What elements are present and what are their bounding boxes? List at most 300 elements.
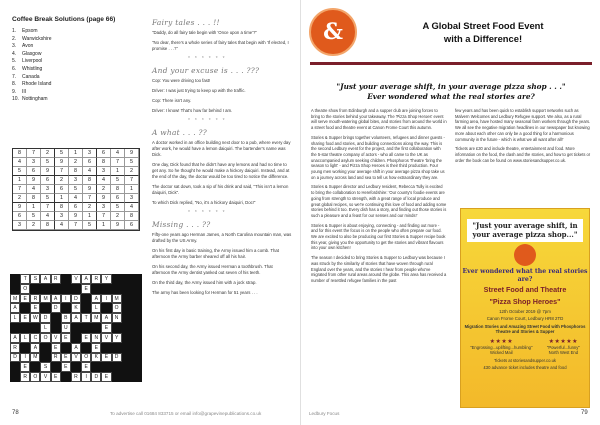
solution-item [12, 81, 140, 89]
sudoku-cell: 4 [55, 221, 69, 230]
crossword-black-cell [132, 372, 142, 382]
section-title: Missing . . . ?? [152, 220, 211, 229]
article-column-1 [311, 108, 447, 288]
crossword-cell: E [61, 333, 71, 343]
sudoku-cell: 3 [55, 212, 69, 221]
solution-answer: Canada [22, 73, 40, 80]
crossword-black-cell [112, 343, 122, 353]
crossword-cell: E [101, 323, 111, 333]
sudoku-cell: 8 [55, 203, 69, 212]
crossword-black-cell [40, 343, 50, 353]
crossword-black-cell [10, 362, 20, 372]
crossword-black-cell [101, 284, 111, 294]
sudoku-cell: 1 [69, 149, 83, 158]
sudoku-cell: 9 [27, 176, 41, 185]
paragraph: On the third day, the Army issued him with a jock strap. [152, 280, 257, 285]
crossword-cell: V [51, 333, 61, 343]
crossword-cell: M [30, 353, 40, 363]
crossword-cell: T [81, 313, 91, 323]
crossword-cell: M [40, 294, 50, 304]
crossword-black-cell [122, 303, 132, 313]
review-source: Wicked Mail [490, 349, 513, 355]
crossword-black-cell [112, 274, 122, 284]
crossword-cell: E [101, 372, 111, 382]
paragraph: Stories & Supper director and Ledbury resident, Rebecca Tully is excited to bring the collaboration to Herefordshire: 'Our county's foodie events are going from strength to strength, with a great range of local produce and great global recipes, so we're continuing this love of food and adding some stories behind it too. Every dish has a story, and finding out those stories is such a pleasure and a feast for our senses and our minds!' [311, 184, 447, 218]
crossword-black-cell [61, 343, 71, 353]
crossword-black-cell [132, 323, 142, 333]
poster-reviews [463, 338, 587, 355]
sudoku-cell: 6 [83, 158, 97, 167]
publication-label: Ledbury Focus [309, 411, 340, 416]
sudoku-cell: 2 [55, 176, 69, 185]
crossword-cell: A [51, 294, 61, 304]
star-rating-icon: ★★★★ [489, 338, 514, 345]
paragraph: On his first day in basic training, the Army issued him a comb. That afternoon the Army barber sheared off all his hair. [152, 248, 279, 259]
solution-item [12, 66, 140, 74]
crossword-black-cell [40, 303, 50, 313]
crossword-black-cell [20, 343, 30, 353]
sudoku-solution-grid [12, 148, 140, 231]
crossword-cell: L [10, 313, 20, 323]
crossword-black-cell [122, 362, 132, 372]
crossword-cell: L [20, 333, 30, 343]
sudoku-cell: 5 [41, 194, 55, 203]
crossword-black-cell [10, 323, 20, 333]
crossword-cell: D [10, 353, 20, 363]
crossword-black-cell [51, 284, 61, 294]
crossword-cell: A [10, 303, 20, 313]
crossword-cell: R [10, 343, 20, 353]
solution-answer: Avon [22, 43, 34, 50]
crossword-cell: U [61, 323, 71, 333]
crossword-cell: K [91, 353, 101, 363]
crossword-black-cell [91, 362, 101, 372]
solution-item [12, 89, 140, 97]
solution-answer: Whistling [22, 65, 43, 72]
solution-item [12, 74, 140, 82]
crossword-solution-grid [10, 274, 142, 382]
review-quote: "Powerful...funny" [546, 344, 580, 350]
crossword-black-cell [30, 362, 40, 372]
crossword-cell: A [40, 274, 50, 284]
solution-number: 6. [12, 65, 17, 72]
solution-item [12, 51, 140, 59]
crossword-black-cell [40, 353, 50, 363]
crossword-black-cell [10, 274, 20, 284]
poster-quote: "Just your average shift, in your average pizza shop..." [472, 221, 578, 239]
sudoku-cell: 4 [97, 176, 111, 185]
poster-price: £30 advance ticket includes theatre and food [483, 364, 567, 370]
crossword-cell: V [71, 353, 81, 363]
crossword-black-cell [132, 303, 142, 313]
paragraph: "No dear, there's a whole series of fairy tales that begin with 'If elected, I promise . . .'!" [152, 40, 289, 51]
sudoku-cell: 2 [69, 158, 83, 167]
page-number-left: 78 [12, 410, 19, 416]
right-page [300, 0, 600, 425]
crossword-cell: A [101, 313, 111, 323]
crossword-black-cell [132, 274, 142, 284]
poster-wonder: Ever wondered what the real stories are? [462, 268, 588, 283]
sudoku-cell: 4 [83, 167, 97, 176]
crossword-cell: V [101, 333, 111, 343]
paragraph: Driver: I was just trying to keep up with the traffic. [152, 88, 246, 93]
sudoku-cell: 4 [13, 158, 27, 167]
crossword-cell: Y [101, 274, 111, 284]
paragraph: To which Dick replied, "No, it's a hickory daiquiri, Doc!" [152, 200, 256, 205]
sudoku-cell: 8 [69, 167, 83, 176]
paragraph: The army has been looking for Herman for 51 years . . . [152, 290, 258, 295]
crossword-black-cell [122, 274, 132, 284]
review-2 [547, 338, 580, 355]
crossword-cell: A [91, 294, 101, 304]
solutions-box [12, 16, 140, 104]
advertise-footer: To advertise call 01684 833715 or email info@grapevinepublications.co.uk [110, 411, 262, 416]
poster-event-title-1: Street Food and Theatre [483, 285, 567, 295]
divider-rule [310, 62, 592, 65]
solution-number: 9. [12, 88, 17, 95]
sudoku-cell: 4 [125, 203, 139, 212]
poster-logo-icon [514, 244, 536, 266]
sudoku-cell: 2 [111, 212, 125, 221]
solution-number: 5. [12, 58, 17, 65]
review-quote: "Engrossing...uplifting...humbling" [470, 344, 533, 350]
solution-answer: Warwickshire [22, 35, 52, 42]
paragraph: Driver: I know! That's how far behind I am. [152, 108, 233, 113]
crossword-cell: E [51, 343, 61, 353]
crossword-cell: D [112, 353, 122, 363]
sudoku-cell: 9 [83, 185, 97, 194]
headline [373, 20, 593, 45]
solution-item [12, 28, 140, 36]
solution-answer: Liverpool [22, 58, 43, 65]
crossword-black-cell [112, 362, 122, 372]
crossword-cell: D [91, 372, 101, 382]
crossword-black-cell [112, 323, 122, 333]
headline-line-2: with a Difference! [443, 32, 523, 44]
sudoku-cell: 8 [125, 212, 139, 221]
poster-description: Migration Stories and Amazing Street Food with Phosphoros Theatre and Stories & Supper [464, 323, 586, 335]
sudoku-cell: 8 [27, 194, 41, 203]
sudoku-cell: 9 [13, 203, 27, 212]
sudoku-cell: 6 [55, 185, 69, 194]
crossword-cell: R [51, 353, 61, 363]
crossword-black-cell [61, 303, 71, 313]
sudoku-cell: 3 [83, 149, 97, 158]
paragraph: A theatre show from Edinburgh and a supper club are joining forces to bring to the stories behind your takeaway. The 'Pizza Shop Heroes' event will serve mouth-watering global bites, and stories from around the world in a street food and theatre event at Canon Frome Court this autumn. [311, 108, 447, 131]
crossword-black-cell [122, 343, 132, 353]
section-title: A what . . . ?? [152, 128, 208, 137]
crossword-cell: N [112, 313, 122, 323]
crossword-cell: E [20, 362, 30, 372]
crossword-cell: I [61, 294, 71, 304]
subheadline-line-1: "Just your average shift, in your average pizza shop . . ." [336, 82, 566, 91]
page-number-right: 79 [581, 410, 588, 416]
solution-number: 3. [12, 43, 17, 50]
crossword-black-cell [30, 284, 40, 294]
crossword-cell: L [40, 323, 50, 333]
crossword-cell: E [101, 353, 111, 363]
solution-number: 2. [12, 35, 17, 42]
crossword-cell: O [40, 333, 50, 343]
solution-number: 4. [12, 50, 17, 57]
crossword-black-cell [81, 294, 91, 304]
solution-number: 7. [12, 73, 17, 80]
crossword-cell: I [101, 294, 111, 304]
solutions-list [12, 28, 140, 104]
crossword-cell: O [30, 372, 40, 382]
sudoku-cell: 8 [41, 221, 55, 230]
crossword-black-cell [101, 343, 111, 353]
star-divider: * * * * * * [188, 56, 227, 62]
crossword-cell: S [30, 274, 40, 284]
sudoku-cell: 4 [27, 185, 41, 194]
crossword-black-cell [101, 303, 111, 313]
sudoku-cell: 2 [27, 221, 41, 230]
paragraph: few years and has been quick to establish support networks such as Malvern Welcomes and Ledbury Refugee support. We also, as a rural farming area, have hosted many seasonal farm workers through the years. We all see the negative migration headlines in our newspaper but knowing more about each other can only be a good thing for a harmonious community in the future - which is what we all want after all!' [455, 108, 591, 142]
sudoku-cell: 6 [13, 212, 27, 221]
crossword-cell: A [71, 313, 81, 323]
sudoku-cell: 3 [41, 185, 55, 194]
solutions-title: Coffee Break Solutions (page 66) [12, 16, 116, 23]
crossword-cell: C [30, 333, 40, 343]
crossword-cell: L [91, 303, 101, 313]
crossword-black-cell [112, 372, 122, 382]
sudoku-cell: 5 [111, 176, 125, 185]
poster-venue: Canon Frome Court, Ledbury HR8 2TD [486, 316, 564, 322]
crossword-black-cell [71, 284, 81, 294]
sudoku-cell: 2 [13, 194, 27, 203]
crossword-cell: B [61, 313, 71, 323]
crossword-cell: E [20, 294, 30, 304]
sudoku-cell: 8 [83, 176, 97, 185]
sudoku-cell: 3 [13, 221, 27, 230]
crossword-cell: D [71, 294, 81, 304]
crossword-cell: A [81, 274, 91, 284]
sudoku-cell: 3 [69, 176, 83, 185]
paragraph: A doctor worked in an office building next door to a pub, where every day after work, he would have a lemon daiquiri. The bartender's name was Dick. [152, 140, 291, 157]
crossword-cell: E [81, 284, 91, 294]
sudoku-cell: 5 [125, 158, 139, 167]
paragraph: The doctor sat down, took a sip of his drink and said, "This isn't a lemon daiquiri, Dick". [152, 184, 289, 195]
review-source: North West End [548, 349, 579, 355]
ampersand-logo-icon: & [323, 19, 343, 45]
solution-item [12, 58, 140, 66]
solution-answer: Epsom [22, 28, 38, 34]
crossword-cell: R [51, 274, 61, 284]
crossword-black-cell [112, 284, 122, 294]
sudoku-cell: 9 [111, 221, 125, 230]
paragraph: On his second day, the Army issued Herman a toothbrush. That afternoon the Army dentist yanked out seven of his teeth. [152, 264, 273, 275]
crossword-cell: K [71, 303, 81, 313]
sudoku-cell: 6 [69, 203, 83, 212]
crossword-cell: T [20, 274, 30, 284]
crossword-black-cell [51, 323, 61, 333]
sudoku-cell: 1 [97, 221, 111, 230]
sudoku-cell: 6 [97, 149, 111, 158]
sudoku-cell: 7 [13, 185, 27, 194]
crossword-black-cell [81, 343, 91, 353]
jokes-column [152, 16, 292, 300]
sudoku-cell: 7 [125, 176, 139, 185]
stories-supper-logo [309, 8, 357, 56]
crossword-cell: E [20, 313, 30, 323]
crossword-black-cell [61, 274, 71, 284]
crossword-black-cell [122, 372, 132, 382]
paragraph: One day, Dick found that he didn't have any lemons and had no time to get any. So he thought he would make a hickory daiquiri. Instead, and at the end of the day, the doctor would be too tired to notice the difference. [152, 162, 290, 179]
solution-item [12, 43, 140, 51]
crossword-cell: M [91, 313, 101, 323]
sudoku-cell: 7 [69, 221, 83, 230]
solution-answer: Nottingham [22, 96, 48, 103]
paragraph: The season I decided to bring Stories & Supper to Ledbury was because I was struck by the similarity of stories that have woven through rural England over the years, and the stories I hear from people who've migrated from other rural areas around the globe. This area has received a number of resettled refugee families in the past [311, 255, 447, 283]
crossword-black-cell [122, 294, 132, 304]
crossword-black-cell [132, 294, 142, 304]
crossword-black-cell [10, 372, 20, 382]
star-divider: * * * * * * [188, 210, 227, 216]
sudoku-cell: 3 [97, 167, 111, 176]
sudoku-cell: 4 [111, 149, 125, 158]
sudoku-cell: 5 [27, 212, 41, 221]
crossword-cell: V [71, 274, 81, 284]
crossword-cell: S [40, 362, 50, 372]
crossword-cell: I [20, 353, 30, 363]
crossword-cell: R [71, 372, 81, 382]
sudoku-cell: 7 [83, 194, 97, 203]
solution-number: 8. [12, 81, 17, 88]
sudoku-cell: 4 [69, 194, 83, 203]
sudoku-cell: 7 [55, 167, 69, 176]
crossword-black-cell [122, 323, 132, 333]
paragraph: Tickets are £30 and include theatre, entertainment and food. More information on the food, the clash and the stories, and how to get tickets or order the book can be found on www.storiesandsupper.co.uk. [455, 146, 591, 163]
sudoku-cell: 3 [97, 203, 111, 212]
sudoku-cell: 3 [27, 158, 41, 167]
crossword-cell: E [30, 303, 40, 313]
sudoku-cell: 8 [97, 158, 111, 167]
sudoku-cell: 6 [111, 194, 125, 203]
crossword-black-cell [122, 353, 132, 363]
section-title: Fairy tales . . . !! [152, 18, 220, 27]
crossword-cell: A [71, 343, 81, 353]
paragraph: Fifty-one years ago Herman James, a North Carolina mountain man, was drafted by the US Army. [152, 232, 292, 243]
crossword-cell: O [112, 303, 122, 313]
paragraph: Cop: There isn't any. [152, 98, 192, 103]
crossword-cell: M [10, 294, 20, 304]
sudoku-cell: 9 [125, 149, 139, 158]
paragraph: Stories & Supper is about enjoying, connecting - and finding out more - and for this event the focus is on the people who often prepare our food. We are excited to also be producing our first Stories & Supper recipe book this year, giving you the opportunity to get the stories and vibrant flavours into your own kitchen! [311, 222, 446, 251]
crossword-cell: R [20, 372, 30, 382]
article-column-2 [455, 108, 591, 167]
solution-number: 10. [12, 96, 19, 103]
crossword-cell: M [112, 294, 122, 304]
paragraph: "Daddy, do all fairy tale begin with 'Once upon a time'?" [152, 30, 257, 35]
crossword-cell: A [10, 333, 20, 343]
crossword-black-cell [122, 313, 132, 323]
crossword-cell: Y [112, 333, 122, 343]
crossword-black-cell [122, 284, 132, 294]
subheadline-line-2: Ever wondered what the real stories are? [367, 92, 535, 101]
sudoku-cell: 7 [97, 212, 111, 221]
crossword-black-cell [61, 284, 71, 294]
sudoku-cell: 9 [69, 212, 83, 221]
sudoku-cell: 5 [41, 158, 55, 167]
sudoku-cell: 5 [83, 221, 97, 230]
crossword-black-cell [20, 323, 30, 333]
crossword-cell: V [40, 372, 50, 382]
sudoku-cell: 5 [111, 203, 125, 212]
crossword-black-cell [132, 343, 142, 353]
crossword-cell: W [30, 313, 40, 323]
crossword-black-cell [101, 362, 111, 372]
solution-answer: Glasgow [22, 50, 42, 57]
star-rating-icon: ★★★★★ [548, 338, 579, 345]
sudoku-cell: 5 [69, 185, 83, 194]
sudoku-cell: 8 [13, 149, 27, 158]
sudoku-cell: 2 [125, 167, 139, 176]
sudoku-cell: 2 [83, 203, 97, 212]
solution-item [12, 96, 140, 104]
solution-answer: Rhode Island [22, 81, 52, 88]
sudoku-cell: 2 [41, 149, 55, 158]
crossword-cell: E [61, 353, 71, 363]
crossword-cell: D [40, 313, 50, 323]
sudoku-cell: 5 [13, 167, 27, 176]
paragraph: Cop: You were driving too fast! [152, 78, 211, 83]
crossword-black-cell [10, 284, 20, 294]
sudoku-cell: 3 [125, 194, 139, 203]
crossword-cell: E [81, 362, 91, 372]
sudoku-cell: 9 [55, 158, 69, 167]
crossword-black-cell [81, 303, 91, 313]
sudoku-cell: 9 [97, 194, 111, 203]
crossword-cell: E [91, 343, 101, 353]
crossword-cell: I [81, 372, 91, 382]
crossword-black-cell [122, 333, 132, 343]
review-1 [470, 338, 532, 355]
sudoku-cell: 1 [111, 167, 125, 176]
sudoku-cell: 4 [41, 212, 55, 221]
crossword-cell: E [61, 362, 71, 372]
crossword-cell: O [81, 353, 91, 363]
crossword-black-cell [132, 333, 142, 343]
poster-event-title-2: "Pizza Shop Heroes" [489, 296, 561, 306]
crossword-black-cell [91, 323, 101, 333]
sudoku-cell: 6 [41, 176, 55, 185]
crossword-black-cell [20, 303, 30, 313]
crossword-black-cell [51, 313, 61, 323]
subheadline [310, 82, 592, 102]
crossword-black-cell [71, 333, 81, 343]
crossword-cell: R [91, 274, 101, 284]
crossword-cell: N [91, 333, 101, 343]
crossword-black-cell [51, 362, 61, 372]
crossword-cell: E [81, 333, 91, 343]
star-divider: * * * * * * [188, 118, 227, 124]
sudoku-cell: 7 [41, 203, 55, 212]
sudoku-cell: 6 [125, 221, 139, 230]
crossword-cell: D [51, 303, 61, 313]
sudoku-cell: 6 [27, 167, 41, 176]
crossword-black-cell [71, 362, 81, 372]
sudoku-cell: 7 [27, 149, 41, 158]
crossword-black-cell [81, 323, 91, 333]
solution-item [12, 36, 140, 44]
crossword-black-cell [132, 353, 142, 363]
event-poster [460, 208, 590, 408]
crossword-black-cell [132, 313, 142, 323]
crossword-black-cell [61, 372, 71, 382]
crossword-cell: O [20, 284, 30, 294]
sudoku-cell: 1 [13, 176, 27, 185]
